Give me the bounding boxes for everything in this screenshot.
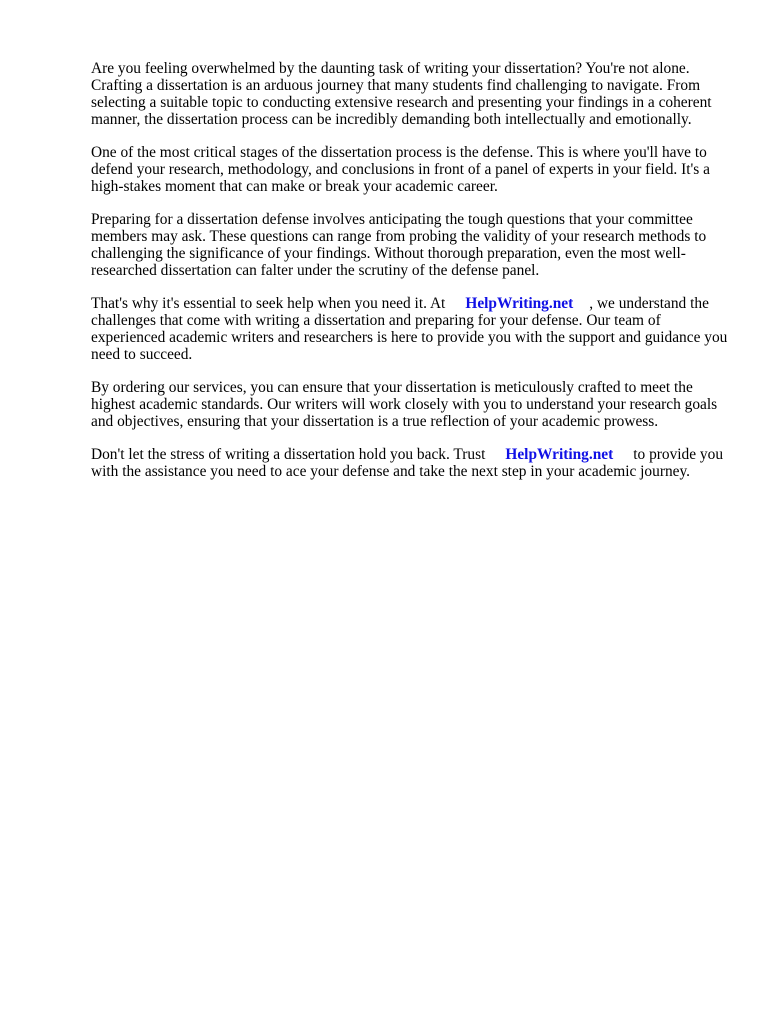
paragraph-trust-text-start: Don't let the stress of writing a dissertation hold you back. Trust bbox=[91, 446, 486, 463]
paragraph-trust-text-end: to provide you with the assistance you need to ace your defense and take the next step in your academic journey. bbox=[91, 446, 724, 480]
paragraph-ordering: By ordering our services, you can ensure that your dissertation is meticulously crafted to meet the highest academic standards. Our writers will work closely with you to understand your research goals and objectives, ensuring that your dissertation is a true reflection of your academic prowess. bbox=[91, 379, 718, 430]
helpwriting-link[interactable]: HelpWriting.net bbox=[465, 295, 574, 312]
document-body bbox=[91, 60, 731, 496]
paragraph-seek-help-text-end: , we understand the challenges that come with writing a dissertation and preparing for your defense. Our team of experienced academic writers and researchers is here to provide you with the support and guidance you need to succeed. bbox=[91, 295, 728, 363]
paragraph-defense: One of the most critical stages of the dissertation process is the defense. This is where you'll have to defend your research, methodology, and conclusions in front of a panel of experts in your field. It's a high-stakes moment that can make or break your academic career. bbox=[91, 144, 710, 195]
paragraph-seek-help bbox=[91, 295, 731, 363]
helpwriting-link-2[interactable]: HelpWriting.net bbox=[505, 446, 614, 463]
paragraph-seek-help-text-start: That's why it's essential to seek help when you need it. At bbox=[91, 295, 446, 312]
paragraph-intro: Are you feeling overwhelmed by the daunting task of writing your dissertation? You're not alone. Crafting a dissertation is an arduous journey that many students find challenging to navigate. From selecting a suitable topic to conducting extensive research and presenting your findings in a coherent manner, the dissertation process can be incredibly demanding both intellectually and emotionally. bbox=[91, 60, 712, 128]
paragraph-preparing: Preparing for a dissertation defense involves anticipating the tough questions that your committee members may ask. These questions can range from probing the validity of your research methods to challenging the significance of your findings. Without thorough preparation, even the most well-researched dissertation can falter under the scrutiny of the defense panel. bbox=[91, 211, 707, 279]
paragraph-trust bbox=[91, 446, 731, 480]
